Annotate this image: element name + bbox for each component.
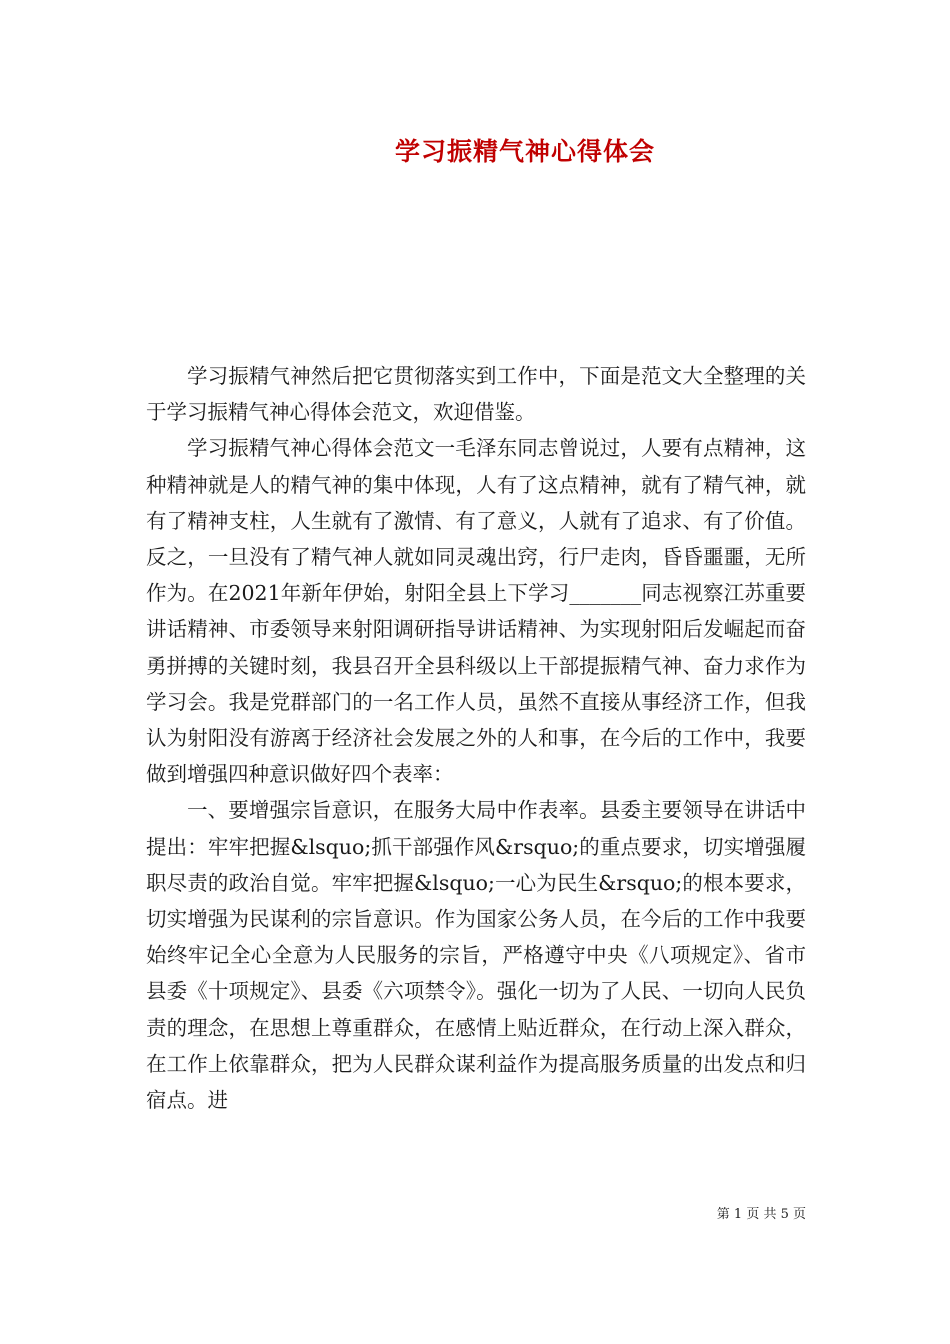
page-number-footer: 第 1 页 共 5 页	[716, 1207, 806, 1222]
document-body	[146, 358, 806, 1118]
paragraph-point-one: 一、要增强宗旨意识，在服务大局中作表率。县委主要领导在讲话中提出：牢牢把握&lsquo;抓干部强作风&rsquo;的重点要求，切实增强履职尽责的政治自觉。牢牢把握&lsquo;一心为民生&rsquo;的根本要求，切实增强为民谋利的宗旨意识。作为国家公务人员，在今后的工作中我要始终牢记全心全意为人民服务的宗旨，严格遵守中央《八项规定》、省市县委《十项规定》、县委《六项禁令》。强化一切为了人民、一切向人民负责的理念，在思想上尊重群众，在感情上贴近群众，在行动上深入群众，在工作上依靠群众，把为人民群众谋利益作为提高服务质量的出发点和归宿点。进	[146, 798, 806, 1113]
paragraph-essay-one: 学习振精气神心得体会范文一毛泽东同志曾说过，人要有点精神，这种精神就是人的精气神的集中体现，人有了这点精神，就有了精气神，就有了精神支柱，人生就有了激情、有了意义，人就有了追求、有了价值。反之，一旦没有了精气神人就如同灵魂出窍，行尸走肉，昏昏噩噩，无所作为。在2021年新年伊始，射阳全县上下学习_______同志视察江苏重要讲话精神、市委领导来射阳调研指导讲话精神、为实现射阳后发崛起而奋勇拼搏的关键时刻，我县召开全县科级以上干部提振精气神、奋力求作为学习会。我是党群部门的一名工作人员，虽然不直接从事经济工作，但我认为射阳没有游离于经济社会发展之外的人和事，在今后的工作中，我要做到增强四种意识做好四个表率：	[146, 436, 806, 787]
paragraph-intro: 学习振精气神然后把它贯彻落实到工作中，下面是范文大全整理的关于学习振精气神心得体会范文，欢迎借鉴。	[146, 364, 806, 425]
document-title: 学习振精气神心得体会	[394, 137, 655, 166]
